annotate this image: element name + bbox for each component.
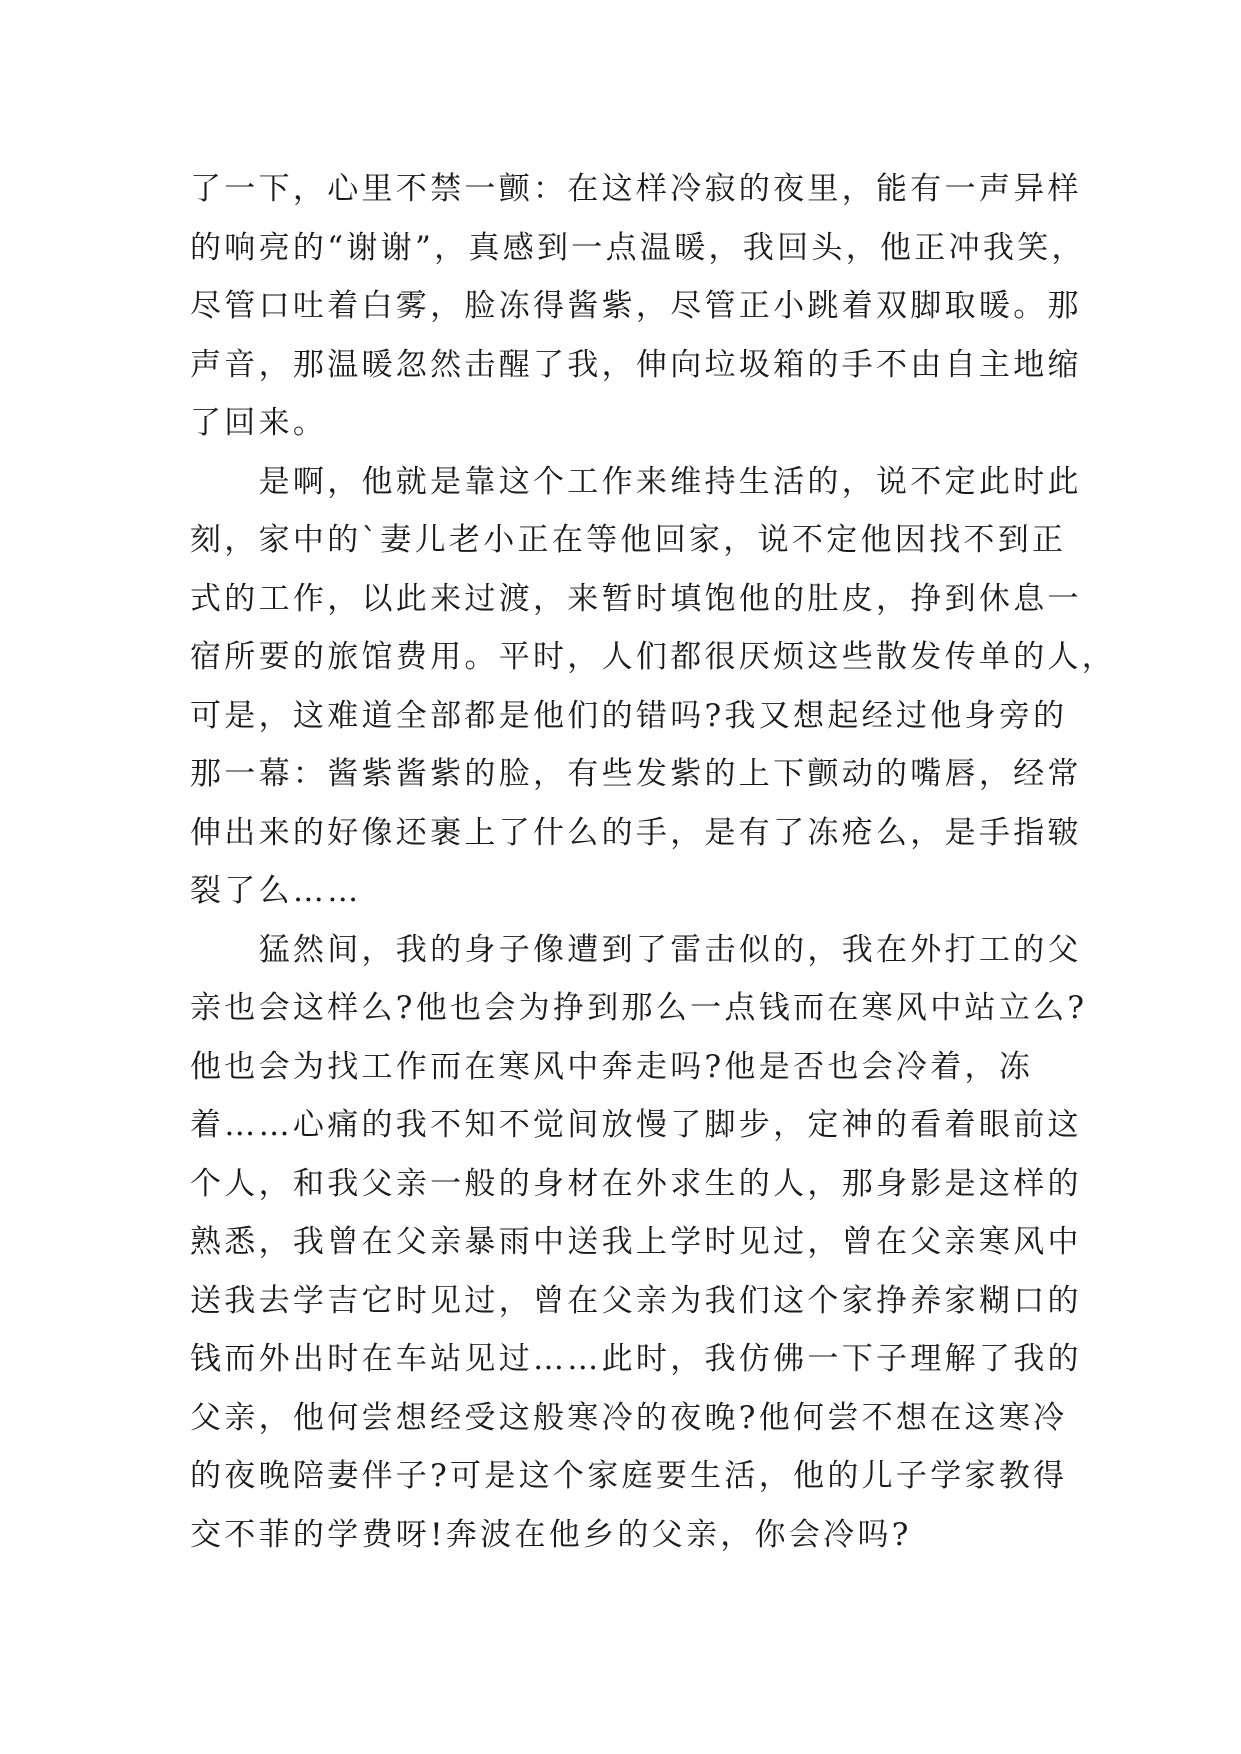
body-text	[190, 160, 1117, 1564]
text-line: 了回来。	[190, 405, 328, 441]
text-line: 了一下，心里不禁一颤：在这样冷寂的夜里，能有一声异样	[190, 171, 1082, 207]
text-line: 父亲，他何尝想经受这般寒冷的夜晚?他何尝不想在这寒冷	[190, 1399, 1068, 1436]
text-line: 钱而外出时在车站见过……此时，我仿佛一下子理解了我的	[190, 1341, 1082, 1377]
text-line: 亲也会这样么?他也会为挣到那么一点钱而在寒风中站立么?	[190, 990, 1088, 1026]
text-line: 猛然间，我的身子像遭到了雷击似的，我在外打工的父	[190, 931, 1082, 968]
text-line: 声音，那温暖忽然击醒了我，伸向垃圾箱的手不由自主地缩	[190, 346, 1082, 383]
text-line: 交不菲的学费呀!奔波在他乡的父亲，你会冷吗?	[190, 1516, 912, 1553]
text-line: 的夜晚陪妻伴子?可是这个家庭要生活，他的儿子学家教得	[190, 1458, 1068, 1494]
text-line: 伸出来的好像还裹上了什么的手，是有了冻疮么，是手指皲	[190, 814, 1082, 851]
text-line: 他也会为找工作而在寒风中奔走吗?他是否也会冷着，冻	[190, 1048, 1034, 1085]
text-line: 那一幕：酱紫酱紫的脸，有些发紫的上下颤动的嘴唇，经常	[190, 756, 1082, 792]
text-line: 熟悉，我曾在父亲暴雨中送我上学时见过，曾在父亲寒风中	[190, 1224, 1082, 1260]
text-line: 裂了么……	[190, 873, 362, 909]
text-line: 尽管口吐着白雾，脸冻得酱紫，尽管正小跳着双脚取暖。那	[190, 288, 1082, 324]
text-line: 着……心痛的我不知不觉间放慢了脚步，定神的看着眼前这	[190, 1107, 1082, 1143]
text-line: 送我去学吉它时见过，曾在父亲为我们这个家挣养家糊口的	[190, 1282, 1082, 1319]
text-line: 的响亮的“谢谢”，真感到一点温暖，我回头，他正冲我笑，	[190, 229, 1086, 266]
text-line: 可是，这难道全部都是他们的错吗?我又想起经过他身旁的	[190, 697, 1068, 734]
text-line: 是啊，他就是靠这个工作来维持生活的，说不定此时此	[190, 463, 1082, 500]
text-line: 刻，家中的`妻儿老小正在等他回家，说不定他因找不到正	[190, 522, 1067, 558]
text-line: 式的工作，以此来过渡，来暂时填饱他的肚皮，挣到休息一	[190, 580, 1082, 617]
text-line: 个人，和我父亲一般的身材在外求生的人，那身影是这样的	[190, 1165, 1082, 1202]
text-line: 宿所要的旅馆费用。平时，人们都很厌烦这些散发传单的人，	[190, 639, 1117, 675]
